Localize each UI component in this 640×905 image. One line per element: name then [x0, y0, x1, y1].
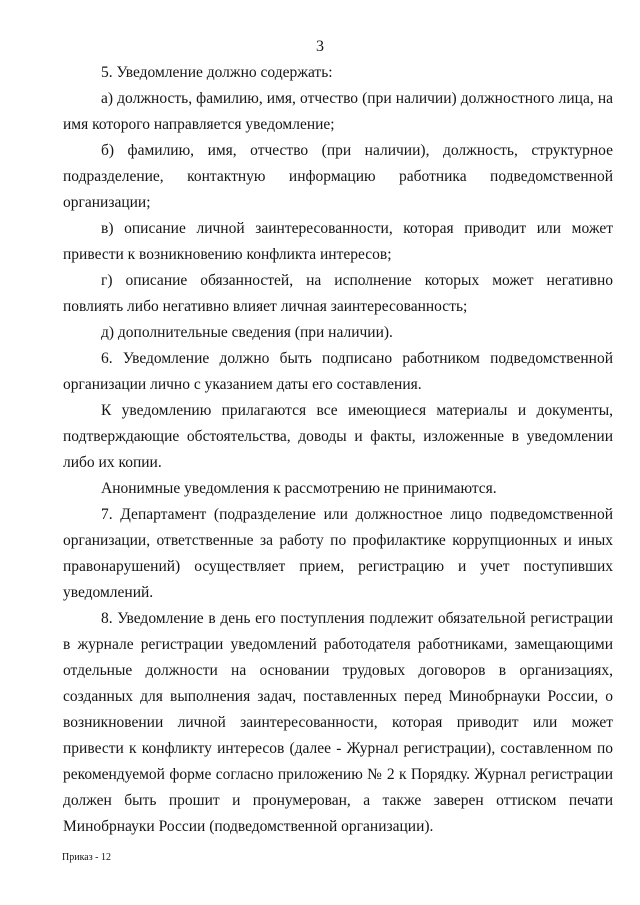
- paragraph-5: 5. Уведомление должно содержать:: [101, 64, 333, 81]
- page-number: 3: [316, 38, 324, 55]
- paragraph-5c: в) описание личной заинтересованности, которая приводит или может привести к возникновению конфликта интересов;: [63, 220, 613, 263]
- footer-order-label: Приказ - 12: [62, 852, 111, 863]
- document-body: [63, 60, 613, 840]
- paragraph-6: 6. Уведомление должно быть подписано работником подведомственной организации лично с указанием даты его составления.: [63, 350, 613, 393]
- paragraph-5b: б) фамилию, имя, отчество (при наличии), должность, структурное подразделение, контактную информацию работника подведомственной организации;: [63, 142, 613, 211]
- paragraph-5a: а) должность, фамилию, имя, отчество (при наличии) должностного лица, на имя которого направляется уведомление;: [63, 90, 613, 133]
- paragraph-7: 7. Департамент (подразделение или должностное лицо подведомственной организации, ответственные за работу по профилактике коррупционных и иных правонарушений) осуществляет прием, регистрацию и учет поступивших уведомлений.: [63, 506, 613, 601]
- paragraph-8: 8. Уведомление в день его поступления подлежит обязательной регистрации в журнале регистрации уведомлений работодателя работниками, замещающими отдельные должности на основании трудовых договоров в организациях, созданных для выполнения задач, поставленных перед Минобрнауки России, о возникновении личной заинтересованности, которая приводит или может привести к конфликту интересов (далее - Журнал регистрации), составленном по рекомендуемой форме согласно приложению № 2 к Порядку. Журнал регистрации должен быть прошит и пронумерован, а также заверен оттиском печати Минобрнауки России (подведомственной организации).: [63, 610, 613, 835]
- paragraph-attachments: К уведомлению прилагаются все имеющиеся материалы и документы, подтверждающие обстоятельства, доводы и факты, изложенные в уведомлении либо их копии.: [63, 402, 613, 471]
- paragraph-5d: г) описание обязанностей, на исполнение которых может негативно повлиять либо негативно влияет личная заинтересованность;: [63, 272, 613, 315]
- paragraph-5e: д) дополнительные сведения (при наличии).: [101, 324, 393, 341]
- paragraph-anonymous: Анонимные уведомления к рассмотрению не принимаются.: [101, 480, 497, 497]
